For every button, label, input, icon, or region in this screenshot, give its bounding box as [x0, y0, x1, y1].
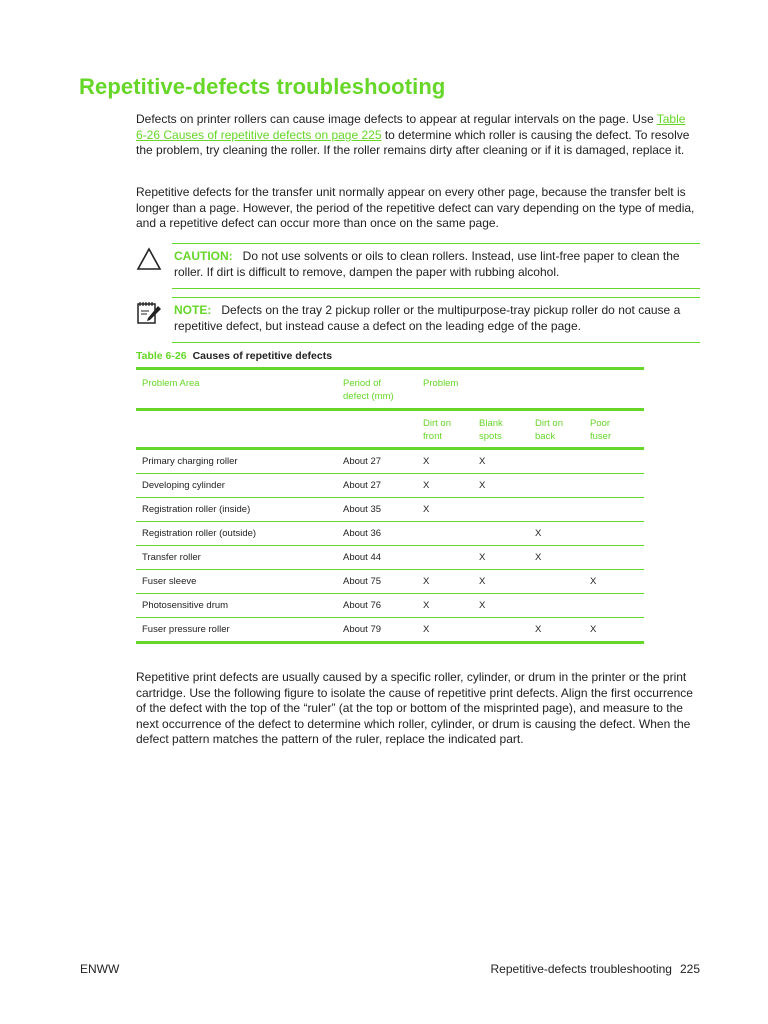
- header-problem: Problem: [423, 378, 459, 389]
- table-caption-title: Causes of repetitive defects: [192, 350, 333, 362]
- caution-label: CAUTION:: [174, 249, 233, 263]
- warning-triangle-icon: [136, 246, 162, 272]
- table-row: [136, 498, 644, 522]
- note-text: Defects on the tray 2 pickup roller or the multipurpose-tray pickup roller do not cause a repetitive defect, but instead cause a defect on the leading edge of the page.: [174, 303, 681, 333]
- cell-period: About 27: [343, 456, 382, 467]
- table-row: [136, 546, 644, 570]
- cell-dirt-front: X: [423, 504, 430, 515]
- footer-page-info: [491, 962, 700, 976]
- header-poor-fuser-line2: fuser: [590, 431, 612, 442]
- cell-dirt-front: X: [423, 456, 430, 467]
- table-body: [136, 450, 644, 641]
- header-blank-spots-line1: Blank: [479, 418, 503, 429]
- cell-period: About 76: [343, 600, 382, 611]
- note-pencil-icon: [136, 300, 162, 326]
- header-poor-fuser-line1: Poor: [590, 418, 611, 429]
- cell-dirt-front: X: [423, 624, 430, 635]
- header-period-line1: Period of: [343, 378, 382, 389]
- header-blank-spots-line2: spots: [479, 431, 502, 442]
- cell-dirt-front: X: [423, 576, 430, 587]
- table-reference-link[interactable]: Table 6-26 Causes of repetitive defects on page 225: [136, 112, 686, 142]
- cell-dirt-front: X: [423, 480, 430, 491]
- cell-period: About 35: [343, 504, 382, 515]
- cell-poor-fuser: X: [590, 576, 597, 587]
- cell-problem-area: Photosensitive drum: [142, 600, 229, 611]
- intro-text-before: Defects on printer rollers can cause image defects to appear at regular intervals on the page. Use: [136, 112, 657, 126]
- header-problem-area: Problem Area: [142, 378, 200, 389]
- table-caption: [136, 350, 332, 362]
- transfer-unit-paragraph: Repetitive defects for the transfer unit normally appear on every other page, because the transfer belt is longer than a page. However, the period of the repetitive defect can vary depending on the type of media, and a repetitive defect can occur more than once on the same page.: [136, 185, 695, 231]
- cell-blank-spots: X: [479, 600, 486, 611]
- caution-text: Do not use solvents or oils to clean rollers. Instead, use lint-free paper to clean the roller. If dirt is difficult to remove, dampen the paper with rubbing alcohol.: [174, 249, 680, 279]
- header-dirt-front-line1: Dirt on: [423, 418, 451, 429]
- cell-problem-area: Fuser sleeve: [142, 576, 197, 587]
- table-row: [136, 474, 644, 498]
- cell-problem-area: Developing cylinder: [142, 480, 225, 491]
- cell-poor-fuser: X: [590, 624, 597, 635]
- cell-blank-spots: X: [479, 552, 486, 563]
- caution-box: [172, 243, 700, 289]
- cell-period: About 27: [343, 480, 382, 491]
- intro-text-after: to determine which roller is causing the defect. To resolve the problem, try cleaning the roller. If the roller remains dirty after cleaning or if it is damaged, replace it.: [136, 127, 690, 158]
- cell-period: About 44: [343, 552, 382, 563]
- intro-paragraph: [136, 112, 696, 159]
- table-row: [136, 618, 644, 641]
- cell-problem-area: Fuser pressure roller: [142, 624, 230, 635]
- table-bottom-rule: [136, 641, 644, 644]
- table-caption-number: Table 6-26: [136, 350, 187, 362]
- table-row: [136, 522, 644, 546]
- table-row: [136, 594, 644, 618]
- cell-blank-spots: X: [479, 576, 486, 587]
- table-row: [136, 570, 644, 594]
- note-label: NOTE:: [174, 303, 212, 317]
- table-header-row: [136, 370, 644, 408]
- table-subheader-row: [136, 411, 644, 447]
- cell-problem-area: Registration roller (outside): [142, 528, 257, 539]
- cell-blank-spots: X: [479, 456, 486, 467]
- cell-dirt-back: X: [535, 552, 542, 563]
- cell-problem-area: Transfer roller: [142, 552, 201, 563]
- cell-dirt-back: X: [535, 624, 542, 635]
- note-box: [172, 297, 700, 343]
- header-dirt-back-line1: Dirt on: [535, 418, 563, 429]
- cell-period: About 36: [343, 528, 382, 539]
- table-row: [136, 450, 644, 474]
- cell-dirt-front: X: [423, 600, 430, 611]
- page-title: Repetitive-defects troubleshooting: [79, 74, 446, 99]
- footer-enww: ENWW: [80, 962, 120, 976]
- repetitive-defects-table: [136, 367, 644, 644]
- header-dirt-back-line2: back: [535, 431, 556, 442]
- header-dirt-front-line2: front: [423, 431, 443, 442]
- ruler-instructions-paragraph: Repetitive print defects are usually caused by a specific roller, cylinder, or drum in the printer or the print cartridge. Use the following figure to isolate the cause of repetitive print defects. Align the first occurrence of the defect with the top of the “ruler” (at the top or bottom of the misprinted page), and measure to the next occurrence of the defect to determine which roller, cylinder, or drum is causing the defect. When the defect pattern matches the pattern of the ruler, replace the indicated part.: [136, 670, 693, 747]
- cell-problem-area: Primary charging roller: [142, 456, 238, 467]
- cell-dirt-back: X: [535, 528, 542, 539]
- cell-problem-area: Registration roller (inside): [142, 504, 251, 515]
- cell-period: About 75: [343, 576, 382, 587]
- cell-blank-spots: X: [479, 480, 486, 491]
- header-period-line2: defect (mm): [343, 391, 394, 402]
- footer-page-number: 225: [679, 962, 700, 976]
- footer-section-title: Repetitive-defects troubleshooting: [490, 962, 672, 976]
- cell-period: About 79: [343, 624, 382, 635]
